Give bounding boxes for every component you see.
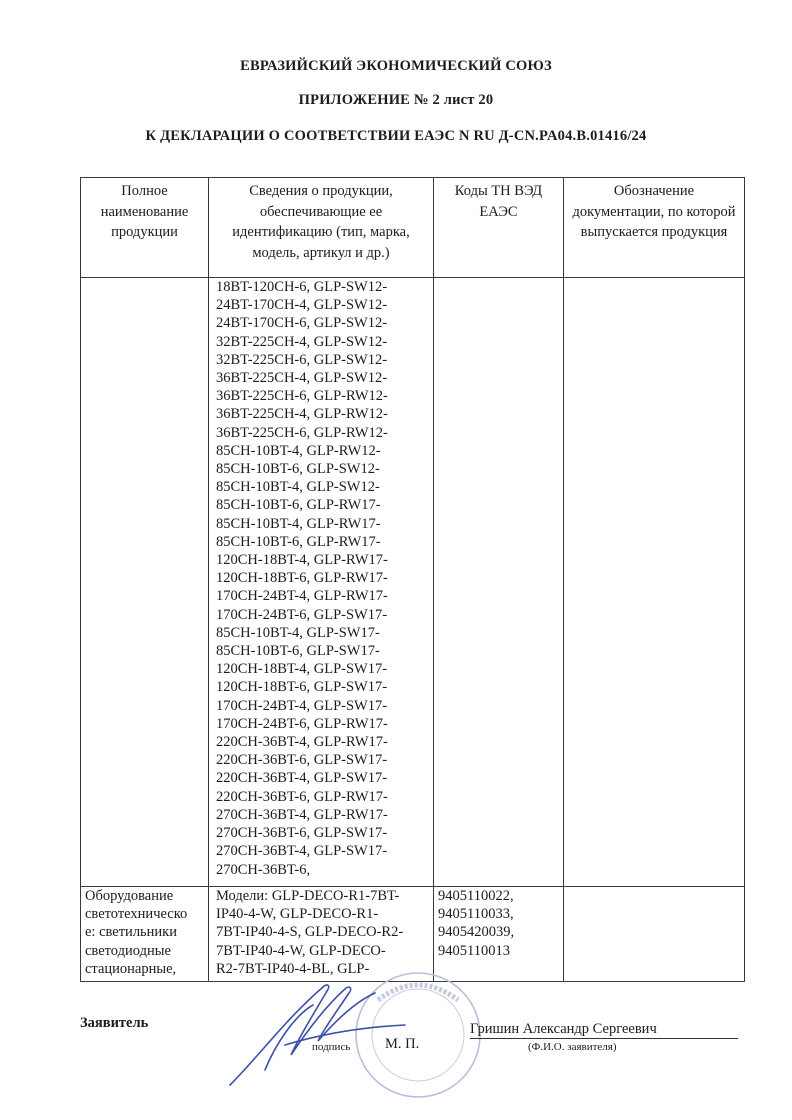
hs-code-line: 9405110033, [438, 906, 514, 923]
model-list-line: 85CH-10BT-6, GLP-RW17- [216, 497, 381, 514]
model-list-line: R2-7BT-IP40-4-BL, GLP- [216, 960, 370, 977]
model-list-line: 36BT-225CH-6, GLP-RW12- [216, 424, 388, 441]
column-header-documentation: Обозначение документации, по которой выпускается продукция [564, 178, 745, 278]
model-list-line: 120CH-18BT-4, GLP-RW17- [216, 552, 388, 569]
model-list-line: 170CH-24BT-6, GLP-SW17- [216, 606, 388, 623]
product-name-line: стационарные, [85, 960, 177, 977]
model-list-line: 220CH-36BT-4, GLP-RW17- [216, 734, 388, 751]
name-cell [81, 887, 209, 982]
union-title: ЕВРАЗИЙСКИЙ ЭКОНОМИЧЕСКИЙ СОЮЗ [240, 58, 552, 74]
stamp-label: М. П. [385, 1036, 420, 1052]
identification-cell [209, 278, 434, 887]
model-list-line: 170CH-24BT-4, GLP-RW17- [216, 588, 388, 605]
model-list-line: 120CH-18BT-6, GLP-RW17- [216, 570, 388, 587]
model-list-line: 36BT-225CH-4, GLP-SW12- [216, 370, 388, 387]
model-list-line: 85CH-10BT-6, GLP-SW12- [216, 461, 380, 478]
model-list-line: 270CH-36BT-6, GLP-SW17- [216, 825, 388, 842]
product-name-line: светодиодные [85, 942, 171, 959]
model-list-line: Модели: GLP-DECO-R1-7BT- [216, 888, 400, 904]
model-list-line: 32BT-225CH-4, GLP-SW12- [216, 333, 388, 350]
model-list-line: 120CH-18BT-6, GLP-SW17- [216, 679, 388, 696]
declaration-title: К ДЕКЛАРАЦИИ О СООТВЕТСТВИИ ЕАЭС N RU Д-CN.PA04.B.01416/24 [145, 128, 647, 144]
model-list-line: 220CH-36BT-6, GLP-RW17- [216, 788, 388, 805]
documentation-cell [564, 887, 745, 982]
signature [215, 975, 415, 1090]
model-list-line: 85CH-10BT-6, GLP-RW17- [216, 533, 381, 550]
model-list-line: 270CH-36BT-4, GLP-SW17- [216, 843, 388, 860]
model-list-line: 36BT-225CH-4, GLP-RW12- [216, 406, 388, 423]
model-list-line: 270CH-36BT-6, [216, 861, 311, 878]
model-list-line: 220CH-36BT-4, GLP-SW17- [216, 770, 388, 787]
model-list-line: 85CH-10BT-4, GLP-SW12- [216, 479, 380, 496]
product-name-line: Оборудование [85, 888, 174, 904]
signature-caption: подпись [312, 1041, 351, 1053]
model-list-line: 120CH-18BT-4, GLP-SW17- [216, 661, 388, 678]
model-list-line: 85CH-10BT-6, GLP-SW17- [216, 643, 380, 660]
product-name-line: е: светильники [85, 924, 177, 941]
model-list-line: 170CH-24BT-4, GLP-SW17- [216, 697, 388, 714]
codes-cell [434, 278, 564, 887]
name-underline [470, 1038, 738, 1039]
model-list-line: 24BT-170CH-4, GLP-SW12- [216, 297, 388, 314]
model-list-line: 36BT-225CH-6, GLP-RW12- [216, 388, 388, 405]
declaration-table [80, 177, 745, 982]
name-cell [81, 278, 209, 887]
product-name-line: светотехническо [85, 906, 188, 923]
model-list-line: 7BT-IP40-4-S, GLP-DECO-R2- [216, 924, 404, 941]
model-list-line: 7BT-IP40-4-W, GLP-DECO- [216, 942, 386, 959]
model-list-line: 270CH-36BT-4, GLP-RW17- [216, 806, 388, 823]
model-list-line: 24BT-170CH-6, GLP-SW12- [216, 315, 388, 332]
model-list-line: 85CH-10BT-4, GLP-SW17- [216, 624, 380, 641]
model-list-line: 85CH-10BT-4, GLP-RW12- [216, 442, 381, 459]
applicant-name: Гришин Александр Сергеевич [470, 1021, 657, 1037]
column-header-name: Полное наименование продукции [81, 178, 209, 278]
table-header-row [81, 178, 745, 278]
model-list-line: 85CH-10BT-4, GLP-RW17- [216, 515, 381, 532]
appendix-title: ПРИЛОЖЕНИЕ № 2 лист 20 [298, 92, 494, 108]
hs-code-line: 9405420039, [438, 924, 515, 941]
hs-code-line: 9405110013 [438, 942, 510, 959]
model-list-line: 32BT-225CH-6, GLP-SW12- [216, 351, 388, 368]
table-row [81, 278, 745, 887]
column-header-identification: Сведения о продукции, обеспечивающие ее идентификацию (тип, марка, модель, артикул и др.) [209, 178, 434, 278]
applicant-label: Заявитель [80, 1015, 149, 1031]
documentation-cell [564, 278, 745, 887]
model-list-line: 170CH-24BT-6, GLP-RW17- [216, 715, 388, 732]
model-list-line: 220CH-36BT-6, GLP-SW17- [216, 752, 388, 769]
column-header-codes: Коды ТН ВЭД ЕАЭС [434, 178, 564, 278]
name-caption: (Ф.И.О. заявителя) [528, 1041, 617, 1053]
model-list-line: IP40-4-W, GLP-DECO-R1- [216, 906, 379, 923]
model-list-line: 18BT-120CH-6, GLP-SW12- [216, 279, 388, 295]
hs-code-line: 9405110022, [438, 888, 514, 904]
